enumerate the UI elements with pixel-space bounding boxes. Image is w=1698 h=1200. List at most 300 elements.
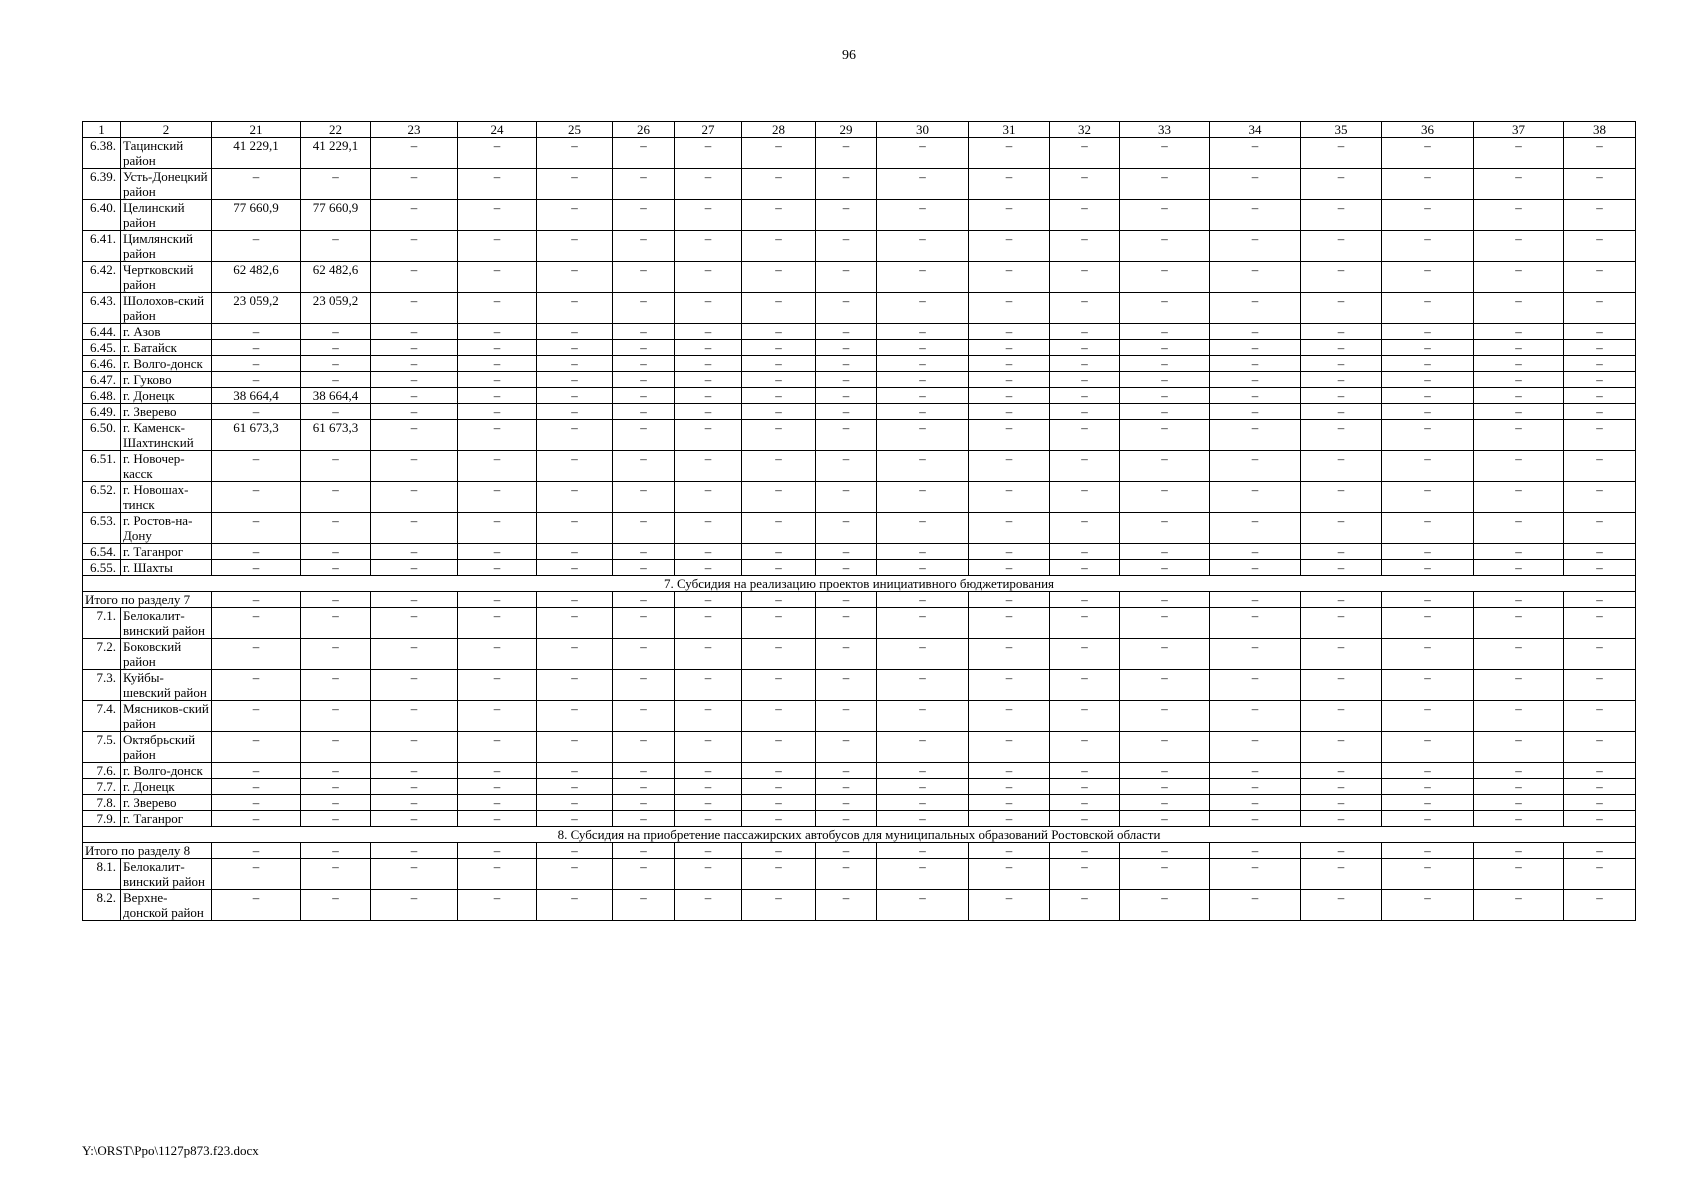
value-cell: – [675,420,742,451]
value-cell: – [537,404,613,420]
value-cell: – [537,231,613,262]
value-cell: – [1050,639,1120,670]
table-row [83,356,1636,372]
value-cell: – [458,372,537,388]
value-cell: 77 660,9 [301,200,371,231]
value-cell: – [1301,811,1382,827]
value-cell: – [371,231,458,262]
value-cell: – [301,639,371,670]
value-cell: – [1120,544,1210,560]
value-cell: – [1050,482,1120,513]
value-cell: – [537,451,613,482]
value-cell: – [458,451,537,482]
value-cell: – [742,231,816,262]
value-cell: – [1120,843,1210,859]
value-cell: – [613,795,675,811]
value-cell: – [1050,404,1120,420]
value-cell: – [1120,293,1210,324]
value-cell: – [371,608,458,639]
value-cell: – [675,859,742,890]
value-cell: – [969,356,1050,372]
value-cell: – [1120,639,1210,670]
value-cell: – [877,843,969,859]
row-number: 7.4. [83,701,121,732]
value-cell: – [371,372,458,388]
value-cell: – [371,670,458,701]
value-cell: – [675,372,742,388]
value-cell: – [1301,670,1382,701]
value-cell: – [1564,544,1636,560]
column-header: 1 [83,122,121,138]
value-cell: – [613,169,675,200]
value-cell: – [1210,732,1301,763]
value-cell: – [301,859,371,890]
value-cell: – [1382,356,1474,372]
value-cell: – [537,482,613,513]
value-cell: – [1210,420,1301,451]
value-cell: – [1120,811,1210,827]
value-cell: – [816,513,877,544]
value-cell: – [613,200,675,231]
value-cell: – [1210,324,1301,340]
value-cell: – [1120,890,1210,921]
value-cell: – [1564,890,1636,921]
value-cell: – [537,701,613,732]
column-header: 29 [816,122,877,138]
value-cell: – [1210,701,1301,732]
value-cell: – [1474,420,1564,451]
value-cell: – [212,340,301,356]
total-row [83,592,1636,608]
column-header: 25 [537,122,613,138]
value-cell: – [537,372,613,388]
value-cell: – [1564,388,1636,404]
value-cell: – [1210,388,1301,404]
value-cell: – [301,513,371,544]
row-name: Тацинский район [121,138,212,169]
value-cell: – [613,639,675,670]
value-cell: – [1474,200,1564,231]
value-cell: – [1301,340,1382,356]
value-cell: – [1382,560,1474,576]
value-cell: – [969,592,1050,608]
value-cell: – [1474,340,1564,356]
column-header: 32 [1050,122,1120,138]
value-cell: – [742,388,816,404]
value-cell: – [1474,372,1564,388]
value-cell: – [742,544,816,560]
value-cell: – [301,732,371,763]
value-cell: – [1120,592,1210,608]
value-cell: – [969,404,1050,420]
section-heading-row [83,827,1636,843]
row-name: Усть-Донецкий район [121,169,212,200]
section-heading-row [83,576,1636,592]
value-cell: – [458,231,537,262]
value-cell: – [1382,231,1474,262]
value-cell: – [1050,890,1120,921]
value-cell: – [1050,231,1120,262]
value-cell: – [742,451,816,482]
value-cell: – [1301,779,1382,795]
value-cell: – [816,262,877,293]
value-cell: – [458,404,537,420]
value-cell: – [969,200,1050,231]
value-cell: – [458,608,537,639]
row-number: 6.47. [83,372,121,388]
value-cell: – [613,513,675,544]
value-cell: – [371,262,458,293]
value-cell: – [816,670,877,701]
value-cell: – [1120,169,1210,200]
value-cell: – [816,811,877,827]
table-row [83,732,1636,763]
value-cell: – [1564,138,1636,169]
value-cell: – [458,779,537,795]
value-cell: – [371,560,458,576]
value-cell: – [1120,560,1210,576]
value-cell: – [301,482,371,513]
row-number: 6.51. [83,451,121,482]
column-header: 21 [212,122,301,138]
value-cell: – [1382,608,1474,639]
value-cell: – [1564,843,1636,859]
value-cell: – [742,340,816,356]
value-cell: – [458,670,537,701]
value-cell: – [371,324,458,340]
value-cell: – [969,372,1050,388]
table-row [83,340,1636,356]
table-row [83,859,1636,890]
value-cell: – [742,795,816,811]
value-cell: – [1120,779,1210,795]
value-cell: – [816,420,877,451]
value-cell: – [1050,262,1120,293]
table-row [83,513,1636,544]
value-cell: – [301,670,371,701]
value-cell: – [613,340,675,356]
column-header: 24 [458,122,537,138]
row-number: 7.5. [83,732,121,763]
value-cell: – [1210,372,1301,388]
value-cell: – [1564,340,1636,356]
value-cell: – [877,324,969,340]
value-cell: – [458,811,537,827]
value-cell: – [1382,262,1474,293]
value-cell: – [742,482,816,513]
column-header: 27 [675,122,742,138]
value-cell: – [371,200,458,231]
value-cell: – [1382,482,1474,513]
column-header: 35 [1301,122,1382,138]
value-cell: – [1210,356,1301,372]
value-cell: – [301,701,371,732]
row-number: 6.52. [83,482,121,513]
value-cell: – [1120,732,1210,763]
value-cell: – [371,513,458,544]
value-cell: – [371,293,458,324]
value-cell: – [1474,763,1564,779]
value-cell: – [1210,231,1301,262]
row-name: г. Новошах-тинск [121,482,212,513]
value-cell: – [537,169,613,200]
value-cell: – [1050,608,1120,639]
value-cell: – [1210,451,1301,482]
value-cell: – [877,231,969,262]
value-cell: – [301,404,371,420]
row-number: 7.9. [83,811,121,827]
value-cell: – [458,138,537,169]
value-cell: – [212,560,301,576]
row-name: Чертковский район [121,262,212,293]
value-cell: – [1120,231,1210,262]
value-cell: – [1210,843,1301,859]
value-cell: – [742,779,816,795]
value-cell: – [742,890,816,921]
value-cell: – [742,608,816,639]
value-cell: – [1564,482,1636,513]
value-cell: – [675,560,742,576]
value-cell: – [1382,732,1474,763]
table-row [83,560,1636,576]
value-cell: – [877,513,969,544]
value-cell: – [1382,890,1474,921]
row-name: г. Каменск-Шахтинский [121,420,212,451]
value-cell: – [969,608,1050,639]
value-cell: – [816,701,877,732]
value-cell: – [877,388,969,404]
value-cell: – [742,356,816,372]
value-cell: – [537,513,613,544]
table-header-row [83,122,1636,138]
value-cell: – [675,513,742,544]
value-cell: – [1474,701,1564,732]
value-cell: – [537,639,613,670]
value-cell: – [1301,592,1382,608]
table-row [83,404,1636,420]
column-header: 28 [742,122,816,138]
value-cell: – [458,513,537,544]
value-cell: – [1564,231,1636,262]
row-number: 6.43. [83,293,121,324]
row-name: г. Донецк [121,779,212,795]
row-name: Белокалит-винский район [121,859,212,890]
value-cell: – [1474,324,1564,340]
value-cell: – [613,560,675,576]
value-cell: – [1210,544,1301,560]
row-number: 6.48. [83,388,121,404]
value-cell: – [877,451,969,482]
value-cell: – [212,592,301,608]
value-cell: – [537,763,613,779]
value-cell: – [877,670,969,701]
value-cell: – [742,701,816,732]
value-cell: – [1120,388,1210,404]
value-cell: – [877,560,969,576]
value-cell: – [969,451,1050,482]
value-cell: 23 059,2 [212,293,301,324]
value-cell: – [301,169,371,200]
value-cell: – [816,356,877,372]
value-cell: – [675,843,742,859]
value-cell: – [1564,356,1636,372]
value-cell: – [675,231,742,262]
value-cell: – [675,340,742,356]
value-cell: – [1474,592,1564,608]
value-cell: – [969,732,1050,763]
value-cell: – [613,324,675,340]
value-cell: – [1474,608,1564,639]
value-cell: – [371,420,458,451]
value-cell: – [458,592,537,608]
value-cell: – [458,340,537,356]
value-cell: – [1301,262,1382,293]
value-cell: – [212,890,301,921]
value-cell: – [613,404,675,420]
value-cell: – [301,890,371,921]
value-cell: – [1382,592,1474,608]
value-cell: – [1564,639,1636,670]
value-cell: – [816,404,877,420]
value-cell: – [1474,356,1564,372]
value-cell: – [1564,560,1636,576]
table-row [83,293,1636,324]
value-cell: – [537,811,613,827]
value-cell: – [675,890,742,921]
column-header: 2 [121,122,212,138]
value-cell: – [675,388,742,404]
value-cell: – [969,890,1050,921]
table-row [83,262,1636,293]
value-cell: – [458,890,537,921]
value-cell: – [1474,169,1564,200]
value-cell: – [371,732,458,763]
value-cell: – [816,293,877,324]
value-cell: – [1120,138,1210,169]
value-cell: – [1210,608,1301,639]
value-cell: – [877,138,969,169]
value-cell: – [613,420,675,451]
value-cell: – [1210,639,1301,670]
value-cell: – [1120,608,1210,639]
value-cell: – [1382,859,1474,890]
value-cell: – [537,200,613,231]
value-cell: – [742,639,816,670]
value-cell: – [742,859,816,890]
value-cell: – [1564,670,1636,701]
value-cell: – [1382,795,1474,811]
value-cell: – [1301,639,1382,670]
value-cell: – [1050,513,1120,544]
value-cell: – [742,670,816,701]
value-cell: – [1382,639,1474,670]
value-cell: – [1474,732,1564,763]
value-cell: – [1382,420,1474,451]
value-cell: – [613,372,675,388]
value-cell: – [1301,451,1382,482]
value-cell: – [301,608,371,639]
value-cell: – [1301,763,1382,779]
column-header: 38 [1564,122,1636,138]
value-cell: – [1050,356,1120,372]
value-cell: – [742,138,816,169]
value-cell: – [1210,262,1301,293]
value-cell: – [371,795,458,811]
value-cell: – [1210,670,1301,701]
value-cell: – [1120,859,1210,890]
row-number: 6.54. [83,544,121,560]
value-cell: – [371,451,458,482]
value-cell: – [969,513,1050,544]
value-cell: – [1120,763,1210,779]
row-number: 7.7. [83,779,121,795]
value-cell: – [1474,388,1564,404]
value-cell: – [1210,340,1301,356]
value-cell: – [969,262,1050,293]
value-cell: – [458,639,537,670]
value-cell: – [371,859,458,890]
value-cell: – [1050,372,1120,388]
value-cell: – [1382,843,1474,859]
value-cell: – [301,356,371,372]
value-cell: – [212,779,301,795]
value-cell: – [877,544,969,560]
value-cell: – [212,843,301,859]
value-cell: – [969,639,1050,670]
table-row [83,763,1636,779]
value-cell: – [1474,811,1564,827]
value-cell: – [1382,340,1474,356]
value-cell: – [1210,811,1301,827]
value-cell: – [675,356,742,372]
value-cell: – [816,732,877,763]
row-name: Цимлянский район [121,231,212,262]
value-cell: – [1564,795,1636,811]
value-cell: – [1050,811,1120,827]
value-cell: – [458,701,537,732]
value-cell: – [1050,701,1120,732]
row-number: 6.40. [83,200,121,231]
value-cell: – [742,169,816,200]
value-cell: – [1210,200,1301,231]
value-cell: – [1210,795,1301,811]
value-cell: – [301,372,371,388]
value-cell: – [1050,732,1120,763]
value-cell: – [816,544,877,560]
value-cell: – [1120,701,1210,732]
column-header: 31 [969,122,1050,138]
value-cell: – [877,890,969,921]
row-name: г. Ростов-на-Дону [121,513,212,544]
row-number: 7.1. [83,608,121,639]
value-cell: – [1210,404,1301,420]
row-name: г. Зверево [121,795,212,811]
value-cell: – [212,544,301,560]
value-cell: – [1564,451,1636,482]
row-name: Октябрьский район [121,732,212,763]
row-name: г. Азов [121,324,212,340]
value-cell: – [212,231,301,262]
row-name: Целинский район [121,200,212,231]
value-cell: – [1301,482,1382,513]
value-cell: – [537,356,613,372]
value-cell: – [212,482,301,513]
value-cell: – [675,293,742,324]
value-cell: – [1382,544,1474,560]
value-cell: – [458,795,537,811]
value-cell: – [613,231,675,262]
value-cell: – [877,293,969,324]
